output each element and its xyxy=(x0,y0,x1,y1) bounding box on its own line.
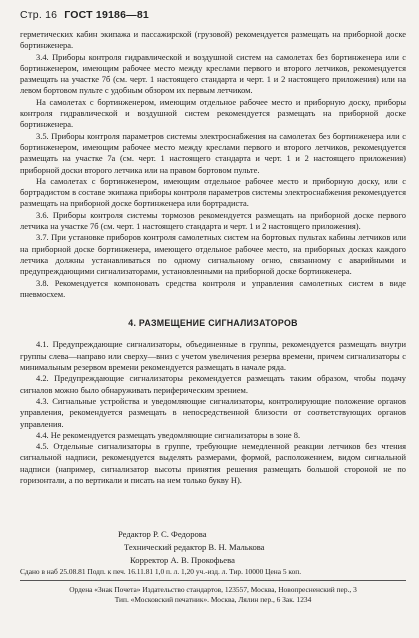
editor-credit: Редактор Р. С. Федорова xyxy=(118,529,207,539)
standard-code: ГОСТ 19186—81 xyxy=(64,9,149,21)
document-body xyxy=(20,29,406,486)
paragraph-4-2: 4.2. Предупреждающие сигнализаторы рекомендуется размещать таким образом, чтобы подачу сигналов можно было обнаруживать периферическим зрением. xyxy=(20,373,406,395)
paragraph-4-3: 4.3. Сигнальные устройства и уведомляющие сигнализаторы, контролирующие положение органов управления, рекомендуется размещать в непосредственной близости от соответствующих органов управления. xyxy=(20,395,406,429)
publisher-line: Ордена «Знак Почета» Издательство стандартов, 123557, Москва, Новопресненский пер., 3 xyxy=(69,585,357,594)
paragraph-3-7: 3.7. При установке приборов контроля самолетных систем на бортовых пультах кабины летчиков или на приборной доске бортинженера, имеющего отдельное рабочее место, на приборных досках каждого летчика должны устанавливаться по одному сигнальному огню, связанному с аварийными и предупреждающими сигнализаторами, установленными на приборной доске бортинженера. xyxy=(20,232,406,277)
paragraph-3-6: 3.6. Приборы контроля системы тормозов рекомендуется размещать на приборной доске первого летчика на участке 7б (см. черт. 1 настоящего стандарта и черт. 1 и 2 настоящего приложения). xyxy=(20,209,406,232)
printer-line: Тип. «Московский печатник». Москва, Лялин пер., 6 Зак. 1234 xyxy=(114,595,312,604)
paragraph-4-5: 4.5. Отдельные сигнализаторы в группе, требующие немедленной реакции летчиков без чтения сигнальной надписи, рекомендуется выделять размерами, формой, расположением, видом сигнальной надписи (например, сигнализатор высоты принятия решения размещать большой стороной не по горизонтали, а по вертикали и писать на нем только букву Н). xyxy=(20,441,406,485)
section-title: 4. РАЗМЕЩЕНИЕ СИГНАЛИЗАТОРОВ xyxy=(128,318,298,329)
tech-editor-credit: Технический редактор В. Н. Малькова xyxy=(124,542,265,552)
paragraph-4-1: 4.1. Предупреждающие сигнализаторы, объединенные в группы, рекомендуется размещать внутри группы слева—направо или сверху—вниз с учетом увеличения резерва времени, причем сигнализаторы с минимальным резервом времени рекомендуется размещать в начале ряда. xyxy=(20,339,406,373)
paragraph-3-5-cont: На самолетах с бортинженером, имеющим отдельное рабочее место и приборную доску, или с бортрадистом в составе экипажа приборы контроля параметров системы электроснабжения рекомендуется размещать на приборной доске бортинженера или бортрадиста. xyxy=(20,175,406,209)
paragraph-3-4-cont: На самолетах с бортинженером, имеющим отдельное рабочее место и приборную доску, приборы контроля гидравлической и воздушной систем рекомендуется размещать на приборной доске бортинженера. xyxy=(20,96,406,130)
paragraph-continuation: герметических кабин экипажа и пассажирской (грузовой) рекомендуется размещать на приборной доске бортинженера. xyxy=(20,29,406,51)
paragraph-3-5: 3.5. Приборы контроля параметров системы электроснабжения на самолетах без бортинженера или с бортинженером, имеющим рабочее место между креслами первого и второго летчиков, рекомендуется размещать на участке 7а (см. черт. 1 настоящего стандарта и черт. 1 и 2 настоящего приложения) приборной доски второго летчика или на правом бортовом пульте. xyxy=(20,130,406,175)
print-info: Сдано в наб 25.08.81 Подп. к печ. 16.11.81 1,0 п. л. 1,20 уч.-изд. л. Тир. 10000 Цена 5 коп. xyxy=(20,567,302,576)
page-header xyxy=(20,9,149,21)
paragraph-3-4: 3.4. Приборы контроля гидравлической и воздушной систем на самолетах без бортинженера или с бортинженером, имеющим рабочее место между креслами первого и второго летчиков, рекомендуется размещать на участке 7б (см. черт. 1 настоящего стандарта и черт. 1 и 2 настоящего приложения) или на левом бортовом пульте с удобным обзором их первым летчиком. xyxy=(20,51,406,96)
publisher-info xyxy=(20,585,406,605)
page-number: Стр. 16 xyxy=(20,9,58,21)
proofreader-credit: Корректор А. В. Прокофьева xyxy=(130,555,235,565)
credits xyxy=(118,528,265,567)
footer-divider xyxy=(20,580,406,581)
paragraph-3-8: 3.8. Рекомендуется компоновать средства контроля и управления самолетных систем в виде пневмосхем. xyxy=(20,277,406,299)
paragraph-4-4: 4.4. Не рекомендуется размещать уведомляющие сигнализаторы в зоне 8. xyxy=(36,429,301,440)
